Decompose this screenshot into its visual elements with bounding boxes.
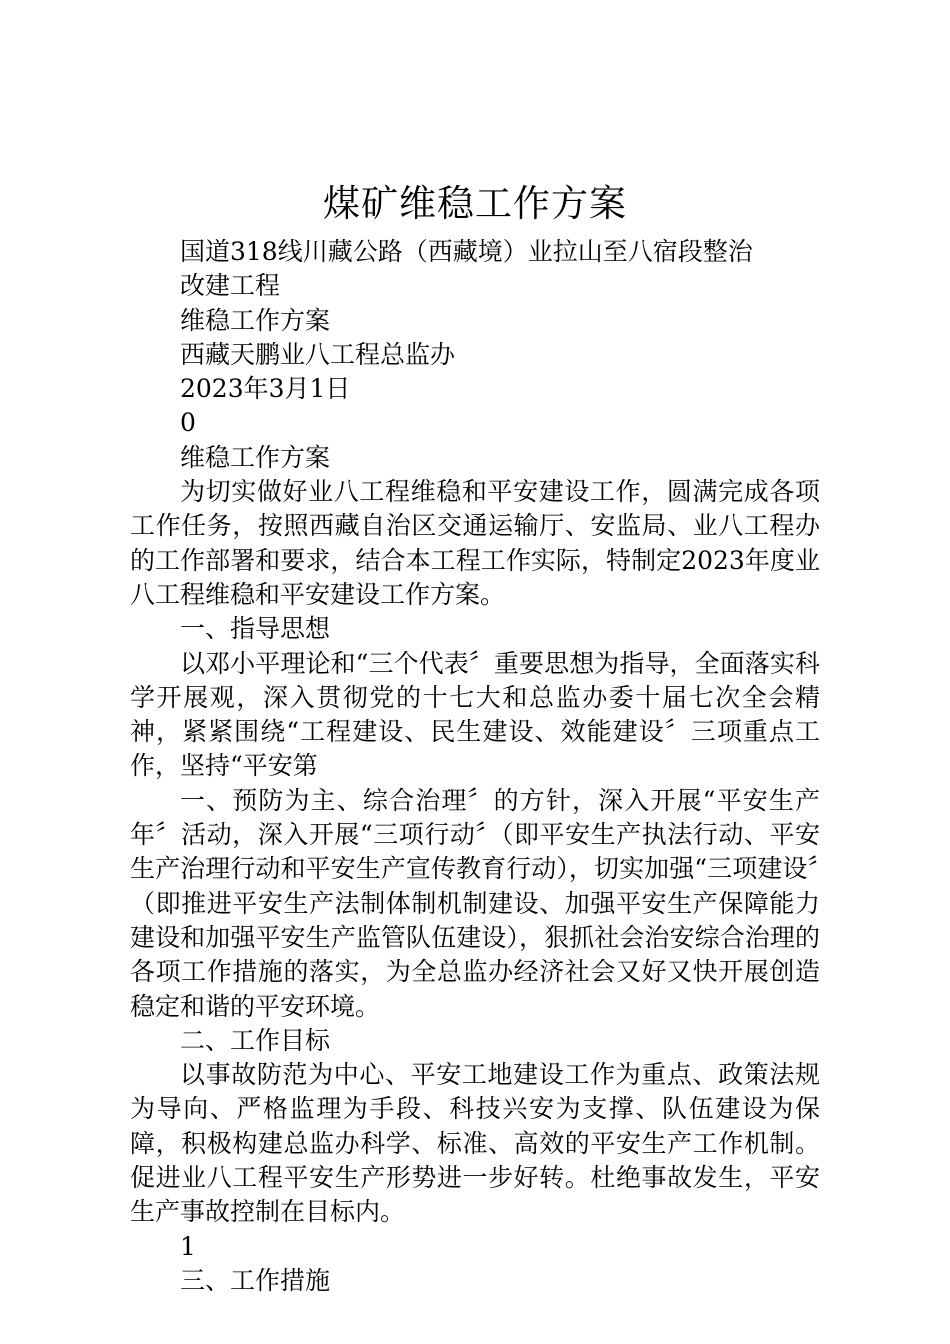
project-name-line-1: 国道318线川藏公路（西藏境）业拉山至八宿段整治 <box>180 237 753 266</box>
document-date: 2023年3月1日 <box>180 374 351 404</box>
section-heading-work-measures: 三、工作措施 <box>180 1265 331 1295</box>
document-title: 煤矿维稳工作方案 <box>323 182 627 225</box>
page-number: 0 <box>180 408 196 438</box>
body-title: 维稳工作方案 <box>180 442 331 472</box>
page-number: 1 <box>180 1231 196 1261</box>
section-heading-guiding-ideology: 一、指导思想 <box>180 614 331 644</box>
organization-name: 西藏天鹏业八工程总监办 <box>180 339 456 369</box>
paragraph: 以事故防范为中心、平安工地建设工作为重点、政策法规为导向、严格监理为手段、科技兴安为支撑、队伍建设为保障，积极构建总监办科学、标准、高效的平安生产工作机制。促进业八工程平安生产形势进一步好转。杜绝事故发生，平安生产事故控制在目标内。 <box>130 1060 820 1227</box>
cover-subtitle: 维稳工作方案 <box>180 305 331 335</box>
intro-paragraph: 为切实做好业八工程维稳和平安建设工作，圆满完成各项工作任务，按照西藏自治区交通运输厅、安监局、业八工程办的工作部署和要求，结合本工程工作实际，特制定2023年度业八工程维稳和平安建设工作方案。 <box>130 477 820 609</box>
document-body <box>130 235 820 1298</box>
project-name-line-2: 改建工程 <box>180 271 281 301</box>
section-heading-work-goals: 二、工作目标 <box>180 1025 331 1055</box>
paragraph: 以邓小平理论和“三个代表〞重要思想为指导，全面落实科学开展观，深入贯彻党的十七大和总监办委十届七次全会精神，紧紧围绕“工程建设、民生建设、效能建设〞三项重点工作，坚持“平安第 <box>130 648 820 781</box>
paragraph: 一、预防为主、综合治理〞的方针，深入开展“平安生产年〞活动，深入开展“三项行动〞（即平安生产执法行动、平安生产治理行动和平安生产宣传教育行动），切实加强“三项建设〞（即推进平安生产法制体制机制建设、加强平安生产保障能力建设和加强平安生产监管队伍建设），狠抓社会治安综合治理的各项工作措施的落实，为全总监办经济社会又好又快开展创造稳定和谐的平安环境。 <box>130 785 820 1021</box>
